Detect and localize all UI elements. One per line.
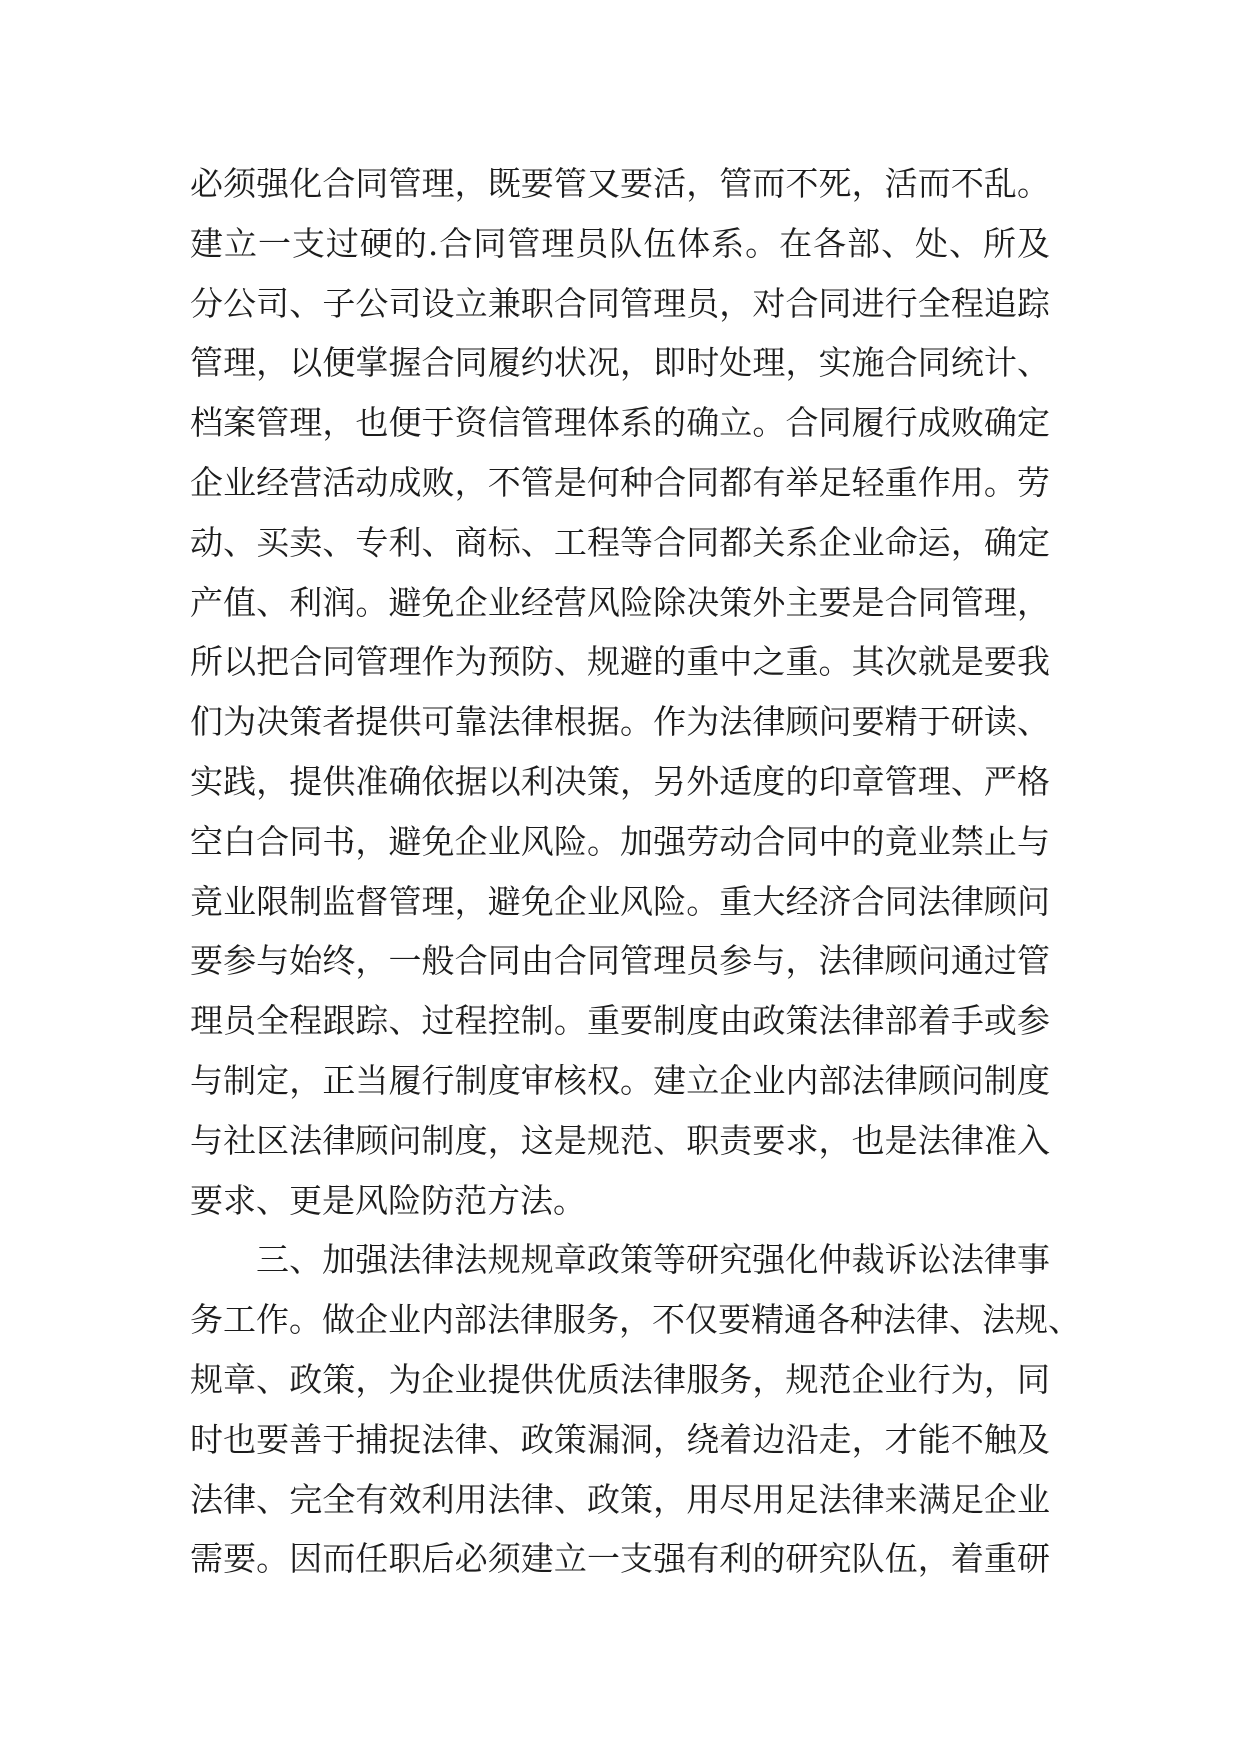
text-line: 务工作。做企业内部法律服务，不仅要精通各种法律、法规、 <box>190 1300 1081 1340</box>
text-line: 时也要善于捕捉法律、政策漏洞，绕着边沿走，才能不触及 <box>190 1419 1050 1459</box>
text-line: 动、买卖、专利、商标、工程等合同都关系企业命运，确定 <box>190 522 1050 562</box>
text-line: 们为决策者提供可靠法律根据。作为法律顾问要精于研读、 <box>190 702 1050 742</box>
text-line: 法律、完全有效利用法律、政策，用尽用足法律来满足企业 <box>190 1479 1050 1519</box>
text-line: 所以把合同管理作为预防、规避的重中之重。其次就是要我 <box>190 642 1050 682</box>
text-line: 竟业限制监督管理，避免企业风险。重大经济合同法律顾问 <box>190 881 1050 921</box>
text-line: 空白合同书，避免企业风险。加强劳动合同中的竟业禁止与 <box>190 821 1050 861</box>
text-line: 三、加强法律法规规章政策等研究强化仲裁诉讼法律事 <box>256 1240 1050 1280</box>
text-line: 要参与始终，一般合同由合同管理员参与，法律顾问通过管 <box>190 941 1050 981</box>
text-line: 与社区法律顾问制度，这是规范、职责要求，也是法律准入 <box>190 1120 1050 1160</box>
text-line: 规章、政策，为企业提供优质法律服务，规范企业行为，同 <box>190 1359 1050 1399</box>
text-line: 管理，以便掌握合同履约状况，即时处理，实施合同统计、 <box>190 343 1050 383</box>
text-line: 产值、利润。避免企业经营风险除决策外主要是合同管理， <box>190 582 1050 622</box>
text-line: 分公司、子公司设立兼职合同管理员，对合同进行全程追踪 <box>190 283 1050 323</box>
text-line: 需要。因而任职后必须建立一支强有利的研究队伍，着重研 <box>190 1539 1050 1579</box>
text-line: 要求、更是风险防范方法。 <box>190 1180 586 1220</box>
text-line: 理员全程跟踪、过程控制。重要制度由政策法律部着手或参 <box>190 1001 1050 1041</box>
text-line: 企业经营活动成败，不管是何种合同都有举足轻重作用。劳 <box>190 462 1050 502</box>
body-text <box>190 154 1081 1589</box>
text-line: 实践，提供准确依据以利决策，另外适度的印章管理、严格 <box>190 761 1050 801</box>
text-line: 必须强化合同管理，既要管又要活，管而不死，活而不乱。 <box>190 164 1050 203</box>
text-line: 建立一支过硬的.合同管理员队伍体系。在各部、处、所及 <box>190 223 1050 263</box>
text-line: 与制定，正当履行制度审核权。建立企业内部法律顾问制度 <box>190 1060 1050 1100</box>
text-line: 档案管理，也便于资信管理体系的确立。合同履行成败确定 <box>190 403 1050 443</box>
